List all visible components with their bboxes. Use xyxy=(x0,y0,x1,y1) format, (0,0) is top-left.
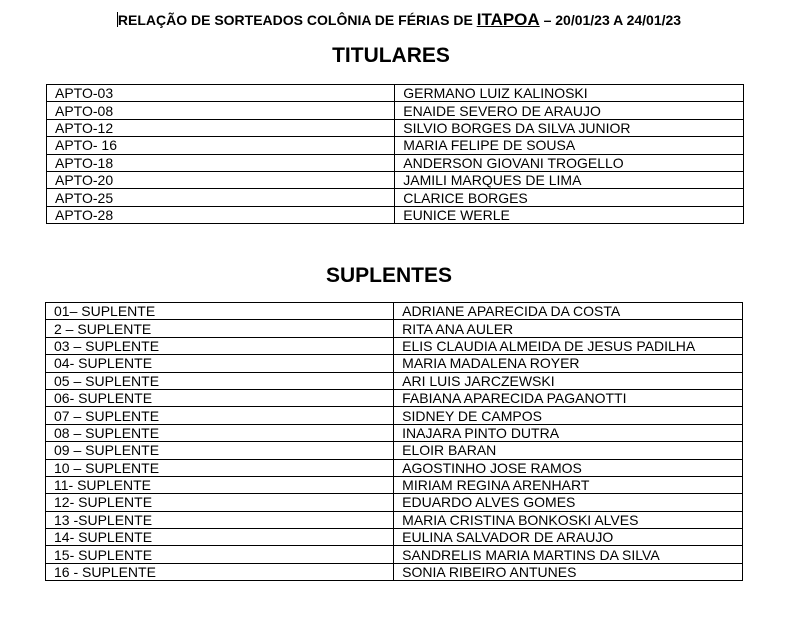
name-cell: MIRIAM REGINA ARENHART xyxy=(394,476,743,493)
table-row xyxy=(47,102,744,119)
name-cell: MARIA MADALENA ROYER xyxy=(394,355,743,372)
name-cell: AGOSTINHO JOSE RAMOS xyxy=(394,459,743,476)
apto-cell: APTO-08 xyxy=(47,102,395,119)
table-row xyxy=(46,320,743,337)
apto-cell: APTO-18 xyxy=(47,154,395,171)
name-cell: GERMANO LUIZ KALINOSKI xyxy=(395,85,744,102)
table-row xyxy=(47,189,744,206)
apto-cell: APTO- 16 xyxy=(47,137,395,154)
position-cell: 09 – SUPLENTE xyxy=(46,442,394,459)
name-cell: SIDNEY DE CAMPOS xyxy=(394,407,743,424)
table-row xyxy=(46,563,743,580)
name-cell: MARIA FELIPE DE SOUSA xyxy=(395,137,744,154)
position-cell: 08 – SUPLENTE xyxy=(46,424,394,441)
table-row xyxy=(46,546,743,563)
name-cell: SILVIO BORGES DA SILVA JUNIOR xyxy=(395,119,744,136)
name-cell: ARI LUIS JARCZEWSKI xyxy=(394,372,743,389)
page-title-suffix: – 20/01/23 A 24/01/23 xyxy=(539,12,682,28)
suplentes-table xyxy=(45,302,743,581)
table-row xyxy=(46,407,743,424)
table-row xyxy=(46,355,743,372)
position-cell: 2 – SUPLENTE xyxy=(46,320,394,337)
name-cell: ELOIR BARAN xyxy=(394,442,743,459)
name-cell: INAJARA PINTO DUTRA xyxy=(394,424,743,441)
position-cell: 05 – SUPLENTE xyxy=(46,372,394,389)
table-row xyxy=(47,206,744,223)
position-cell: 01– SUPLENTE xyxy=(46,303,394,320)
suplentes-heading: SUPLENTES xyxy=(325,264,453,287)
position-cell: 10 – SUPLENTE xyxy=(46,459,394,476)
name-cell: CLARICE BORGES xyxy=(395,189,744,206)
titulares-table xyxy=(46,84,744,224)
page-title-location: ITAPOA xyxy=(476,10,540,29)
name-cell: RITA ANA AULER xyxy=(394,320,743,337)
table-row xyxy=(47,137,744,154)
name-cell: ADRIANE APARECIDA DA COSTA xyxy=(394,303,743,320)
name-cell: MARIA CRISTINA BONKOSKI ALVES xyxy=(394,511,743,528)
name-cell: JAMILI MARQUES DE LIMA xyxy=(395,171,744,188)
position-cell: 15- SUPLENTE xyxy=(46,546,394,563)
table-row xyxy=(46,337,743,354)
titulares-heading: TITULARES xyxy=(332,44,450,67)
table-row xyxy=(47,154,744,171)
position-cell: 11- SUPLENTE xyxy=(46,476,394,493)
position-cell: 03 – SUPLENTE xyxy=(46,337,394,354)
table-row xyxy=(47,85,744,102)
table-row xyxy=(47,119,744,136)
name-cell: EDUARDO ALVES GOMES xyxy=(394,494,743,511)
table-row xyxy=(46,389,743,406)
apto-cell: APTO-25 xyxy=(47,189,395,206)
table-row xyxy=(47,171,744,188)
position-cell: 04- SUPLENTE xyxy=(46,355,394,372)
position-cell: 07 – SUPLENTE xyxy=(46,407,394,424)
name-cell: ENAIDE SEVERO DE ARAUJO xyxy=(395,102,744,119)
name-cell: SONIA RIBEIRO ANTUNES xyxy=(394,563,743,580)
table-row xyxy=(46,303,743,320)
name-cell: EUNICE WERLE xyxy=(395,206,744,223)
name-cell: FABIANA APARECIDA PAGANOTTI xyxy=(394,389,743,406)
table-row xyxy=(46,459,743,476)
position-cell: 14- SUPLENTE xyxy=(46,529,394,546)
table-row xyxy=(46,476,743,493)
titulares-table-body xyxy=(47,85,744,224)
name-cell: SANDRELIS MARIA MARTINS DA SILVA xyxy=(394,546,743,563)
apto-cell: APTO-28 xyxy=(47,206,395,223)
position-cell: 06- SUPLENTE xyxy=(46,389,394,406)
position-cell: 12- SUPLENTE xyxy=(46,494,394,511)
page-title xyxy=(0,10,798,30)
table-row xyxy=(46,442,743,459)
name-cell: ELIS CLAUDIA ALMEIDA DE JESUS PADILHA xyxy=(394,337,743,354)
name-cell: EULINA SALVADOR DE ARAUJO xyxy=(394,529,743,546)
table-row xyxy=(46,511,743,528)
apto-cell: APTO-12 xyxy=(47,119,395,136)
position-cell: 16 - SUPLENTE xyxy=(46,563,394,580)
name-cell: ANDERSON GIOVANI TROGELLO xyxy=(395,154,744,171)
table-row xyxy=(46,372,743,389)
apto-cell: APTO-20 xyxy=(47,171,395,188)
table-row xyxy=(46,529,743,546)
suplentes-table-body xyxy=(46,303,743,581)
page-title-prefix: RELAÇÃO DE SORTEADOS COLÔNIA DE FÉRIAS DE xyxy=(117,12,477,28)
table-row xyxy=(46,494,743,511)
table-row xyxy=(46,424,743,441)
position-cell: 13 -SUPLENTE xyxy=(46,511,394,528)
apto-cell: APTO-03 xyxy=(47,85,395,102)
